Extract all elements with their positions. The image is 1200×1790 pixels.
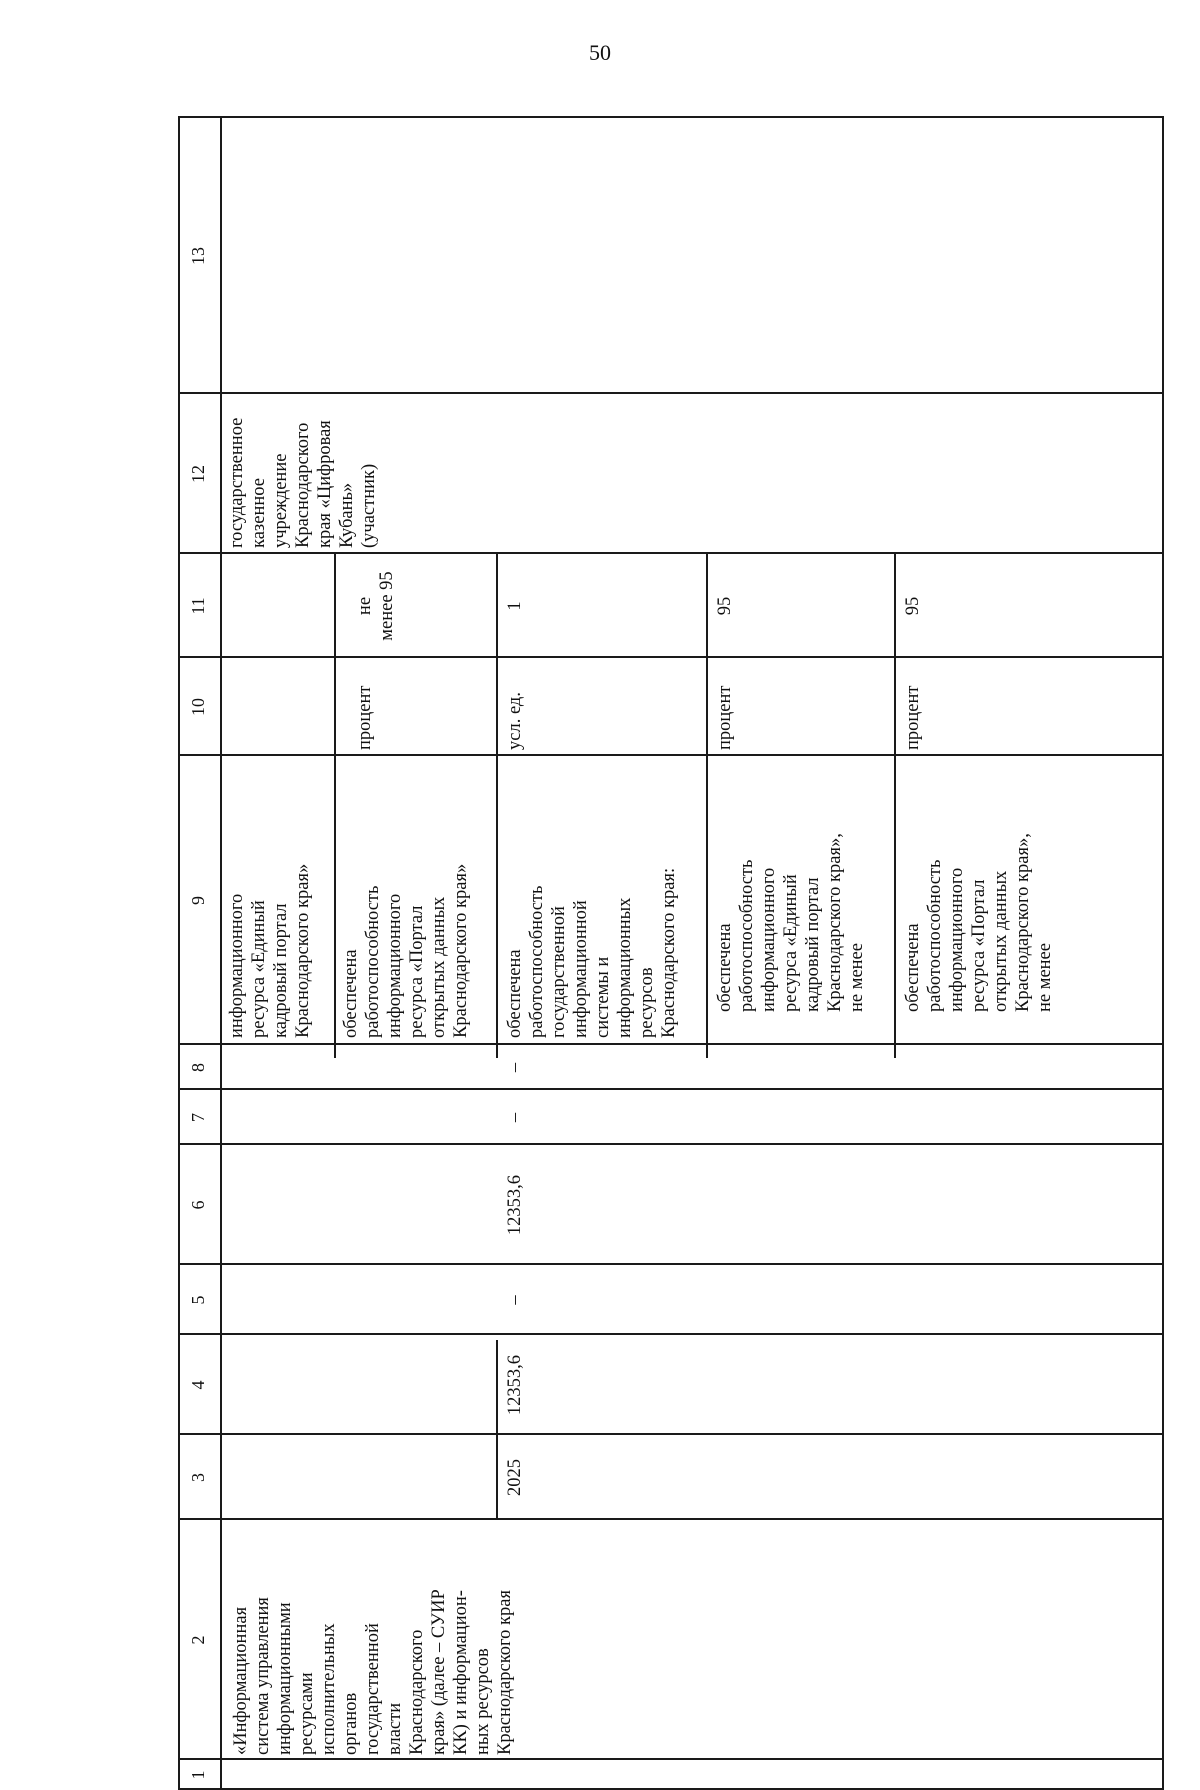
cell-col8-row-c: – — [505, 1062, 525, 1073]
cell-col10-row-c: усл. ед. — [505, 692, 525, 750]
cell-col10-row-b: процент — [355, 685, 375, 750]
cell-col9-row-e: обеспечена работоспособность информационного ресурса «Портал открытых данных Краснодарского края», не менее — [903, 833, 1055, 1012]
table-border-right — [178, 116, 1164, 118]
column-header-2: 2 — [188, 1635, 208, 1645]
cell-col11-row-e: 95 — [903, 596, 923, 616]
cell-col11-row-b: не менее 95 — [355, 571, 397, 641]
cell-col3-row-c: 2025 — [505, 1459, 525, 1496]
col-sep-4 — [178, 1333, 1164, 1335]
column-header-12: 12 — [188, 465, 208, 483]
col-sep-9 — [178, 754, 1164, 756]
column-header-7: 7 — [188, 1113, 208, 1122]
column-header-9: 9 — [188, 896, 208, 905]
table-border-bottom — [1162, 116, 1164, 1790]
column-header-10: 10 — [188, 698, 208, 716]
column-header-5: 5 — [188, 1295, 208, 1305]
col-sep-6 — [178, 1143, 1164, 1145]
col-sep-1 — [178, 1758, 1164, 1760]
cell-col4-row-c: 12353,6 — [505, 1354, 525, 1416]
column-header-6: 6 — [188, 1200, 208, 1210]
col-sep-2 — [178, 1518, 1164, 1520]
column-header-11: 11 — [188, 597, 208, 615]
col-sep-12 — [178, 392, 1164, 394]
cell-col9-row-c: обеспечена работоспособность государственной информационной системы и информационных ресурсов Краснодарского края: — [505, 867, 679, 1038]
cell-col6-row-c: 12353,6 — [505, 1174, 525, 1236]
cell-col9-row-a: информационного ресурса «Единый кадровый портал Краснодарского края» — [227, 863, 313, 1038]
rotated-table — [178, 116, 1164, 1790]
cell-col11-row-d: 95 — [715, 596, 735, 616]
page-number: 50 — [589, 40, 611, 65]
column-header-3: 3 — [188, 1473, 208, 1482]
col-sep-7 — [178, 1088, 1164, 1090]
col-sep-8 — [178, 1043, 1164, 1045]
cell-col10-row-e: процент — [903, 685, 923, 750]
cell-col9-row-d: обеспечена работоспособность информационного ресурса «Единый кадровый портал Краснодарского края», не менее — [715, 833, 867, 1012]
cell-col2-name: «Информационная система управления информационными ресурсами исполнительных органов государственной власти Краснодарского края» (далее – СУИР КК) и информацион- ных ресурсов Краснодарского края — [231, 1589, 515, 1755]
row-sep-d — [894, 553, 896, 1058]
column-header-1: 1 — [188, 1770, 208, 1780]
table-border-top — [178, 116, 180, 1790]
cell-col11-row-c: 1 — [505, 601, 525, 611]
row-sep-b1 — [496, 1340, 498, 1520]
cell-col9-row-b: обеспечена работоспособность информационного ресурса «Портал открытых данных Краснодарского края» — [341, 863, 471, 1038]
row-sep-c — [706, 553, 708, 1058]
cell-col10-row-d: процент — [715, 685, 735, 750]
col-sep-3 — [178, 1433, 1164, 1435]
col-sep-11 — [178, 552, 1164, 554]
column-header-4: 4 — [188, 1380, 208, 1390]
col-sep-5 — [178, 1263, 1164, 1265]
column-header-13: 13 — [188, 247, 208, 265]
row-sep-b2 — [496, 553, 498, 1058]
col-sep-10 — [178, 656, 1164, 658]
cell-col7-row-c: – — [505, 1112, 525, 1123]
cell-col12-row-a: государственное казенное учреждение Краснодарского края «Цифровая Кубань» (участник) — [227, 417, 379, 548]
column-header-8: 8 — [188, 1063, 208, 1072]
cell-col5-row-c: – — [505, 1295, 525, 1305]
row-sep-a — [334, 553, 336, 1058]
header-row-line — [220, 116, 222, 1790]
